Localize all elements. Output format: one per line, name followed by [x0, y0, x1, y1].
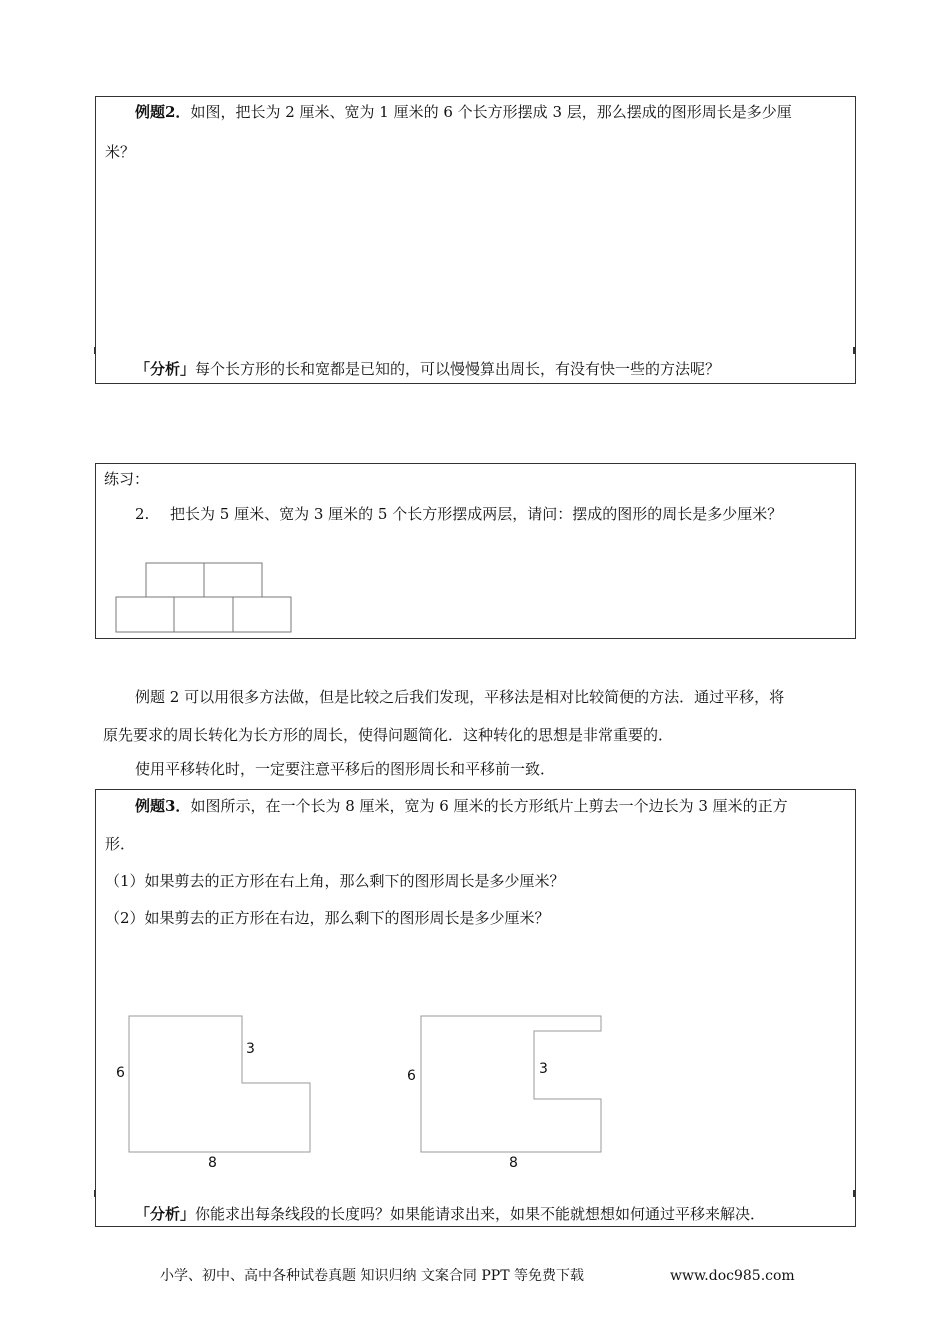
example3-analysis-label: 「分析」 [135, 1205, 196, 1223]
figure2-height-label: 6 [407, 1068, 416, 1084]
example3-analysis-text: 你能求出每条线段的长度吗？如果能请求出来，如果不能就想想如何通过平移来解决． [195, 1205, 766, 1223]
practice-title: 练习： [104, 470, 150, 488]
practice-text: 把长为 5 厘米、宽为 3 厘米的 5 个长方形摆成两层，请问：摆成的图形的周长是多少厘米？ [170, 505, 783, 523]
practice-number: 2. [135, 505, 150, 523]
example2-label: 例题2． [135, 103, 191, 121]
example2-analysis-text: 每个长方形的长和宽都是已知的，可以慢慢算出周长，有没有快一些的方法呢？ [195, 360, 721, 378]
example2-text-line1: 如图，把长为 2 厘米、宽为 1 厘米的 6 个长方形摆成 3 层，那么摆成的图形周长是多少厘 [190, 103, 792, 121]
example3-question-1: （1）如果剪去的正方形在右上角，那么剩下的图形周长是多少厘米？ [105, 872, 565, 890]
example3-analysis [135, 1204, 765, 1224]
example2-analysis-label: 「分析」 [135, 360, 196, 378]
example2-text-line2: 米？ [105, 143, 136, 161]
figure2-width-label: 8 [509, 1155, 518, 1171]
figure2-cut-label: 3 [539, 1061, 548, 1077]
example3-text-line2: 形． [105, 835, 136, 853]
figure2-shape [421, 1016, 601, 1152]
body-paragraph1-line2: 原先要求的周长转化为长方形的周长，使得问题简化．这种转化的思想是非常重要的． [103, 726, 674, 744]
figure1-width-label: 8 [208, 1155, 217, 1171]
body-paragraph2: 使用平移转化时，一定要注意平移后的图形周长和平移前一致． [135, 760, 556, 778]
example3-question-2: （2）如果剪去的正方形在右边，那么剩下的图形周长是多少厘米？ [105, 909, 550, 927]
figure1-height-label: 6 [116, 1065, 125, 1081]
figure1-cut-label: 3 [246, 1041, 255, 1057]
example3-label: 例题3． [135, 797, 191, 815]
footer-url[interactable]: www.doc985.com [670, 1268, 795, 1284]
footer-text: 小学、初中、高中各种试卷真题 知识归纳 文案合同 PPT 等免费下载 [160, 1268, 584, 1284]
body-paragraph1-line1: 例题 2 可以用很多方法做，但是比较之后我们发现，平移法是相对比较简便的方法．通过平移，将 [135, 688, 785, 706]
figure1-shape [129, 1016, 310, 1152]
example3-text-line1: 如图所示，在一个长为 8 厘米，宽为 6 厘米的长方形纸片上剪去一个边长为 3 厘米的正方 [190, 797, 788, 815]
